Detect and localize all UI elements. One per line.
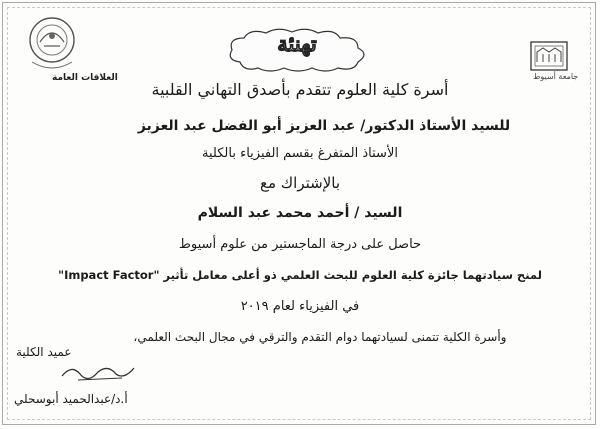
- award-line: لمنح سيادتهما جائزة كلية العلوم للبحث العلمي ذو أعلى معامل تأثير "Impact Factor": [58, 268, 542, 282]
- position-line: الأستاذ المتفرغ بقسم الفيزياء بالكلية: [202, 146, 398, 161]
- public-relations-label: العلاقات العامة: [52, 73, 118, 83]
- university-logo: [529, 40, 569, 72]
- public-relations-logo: [22, 12, 84, 80]
- certificate-title: تهنئة: [277, 31, 317, 56]
- degree-line: حاصل على درجة الماجستير من علوم أسيوط: [178, 237, 422, 252]
- university-label: جامعة أسيوط: [533, 72, 579, 81]
- header-line: أسرة كلية العلوم تتقدم بأصدق التهاني القلبية: [151, 80, 449, 99]
- dean-name: أ.د/عبدالحميد أبوسحلي: [14, 392, 128, 406]
- dean-signature: [58, 358, 138, 384]
- field-year-line: في الفيزياء لعام ٢٠١٩: [240, 299, 360, 314]
- joint-line: بالإشتراك مع: [260, 174, 340, 192]
- dean-role: عميد الكلية: [16, 345, 72, 359]
- wish-line: وأسرة الكلية تتمنى لسيادتهما دوام التقدم والترقي في مجال البحث العلمي،: [133, 330, 507, 344]
- co-recipient-line: السيد / أحمد محمد عبد السلام: [197, 205, 403, 221]
- recipient-line: للسيد الأستاذ الدكتور/ عبد العزيز أبو الفضل عبد العزيز: [137, 118, 511, 134]
